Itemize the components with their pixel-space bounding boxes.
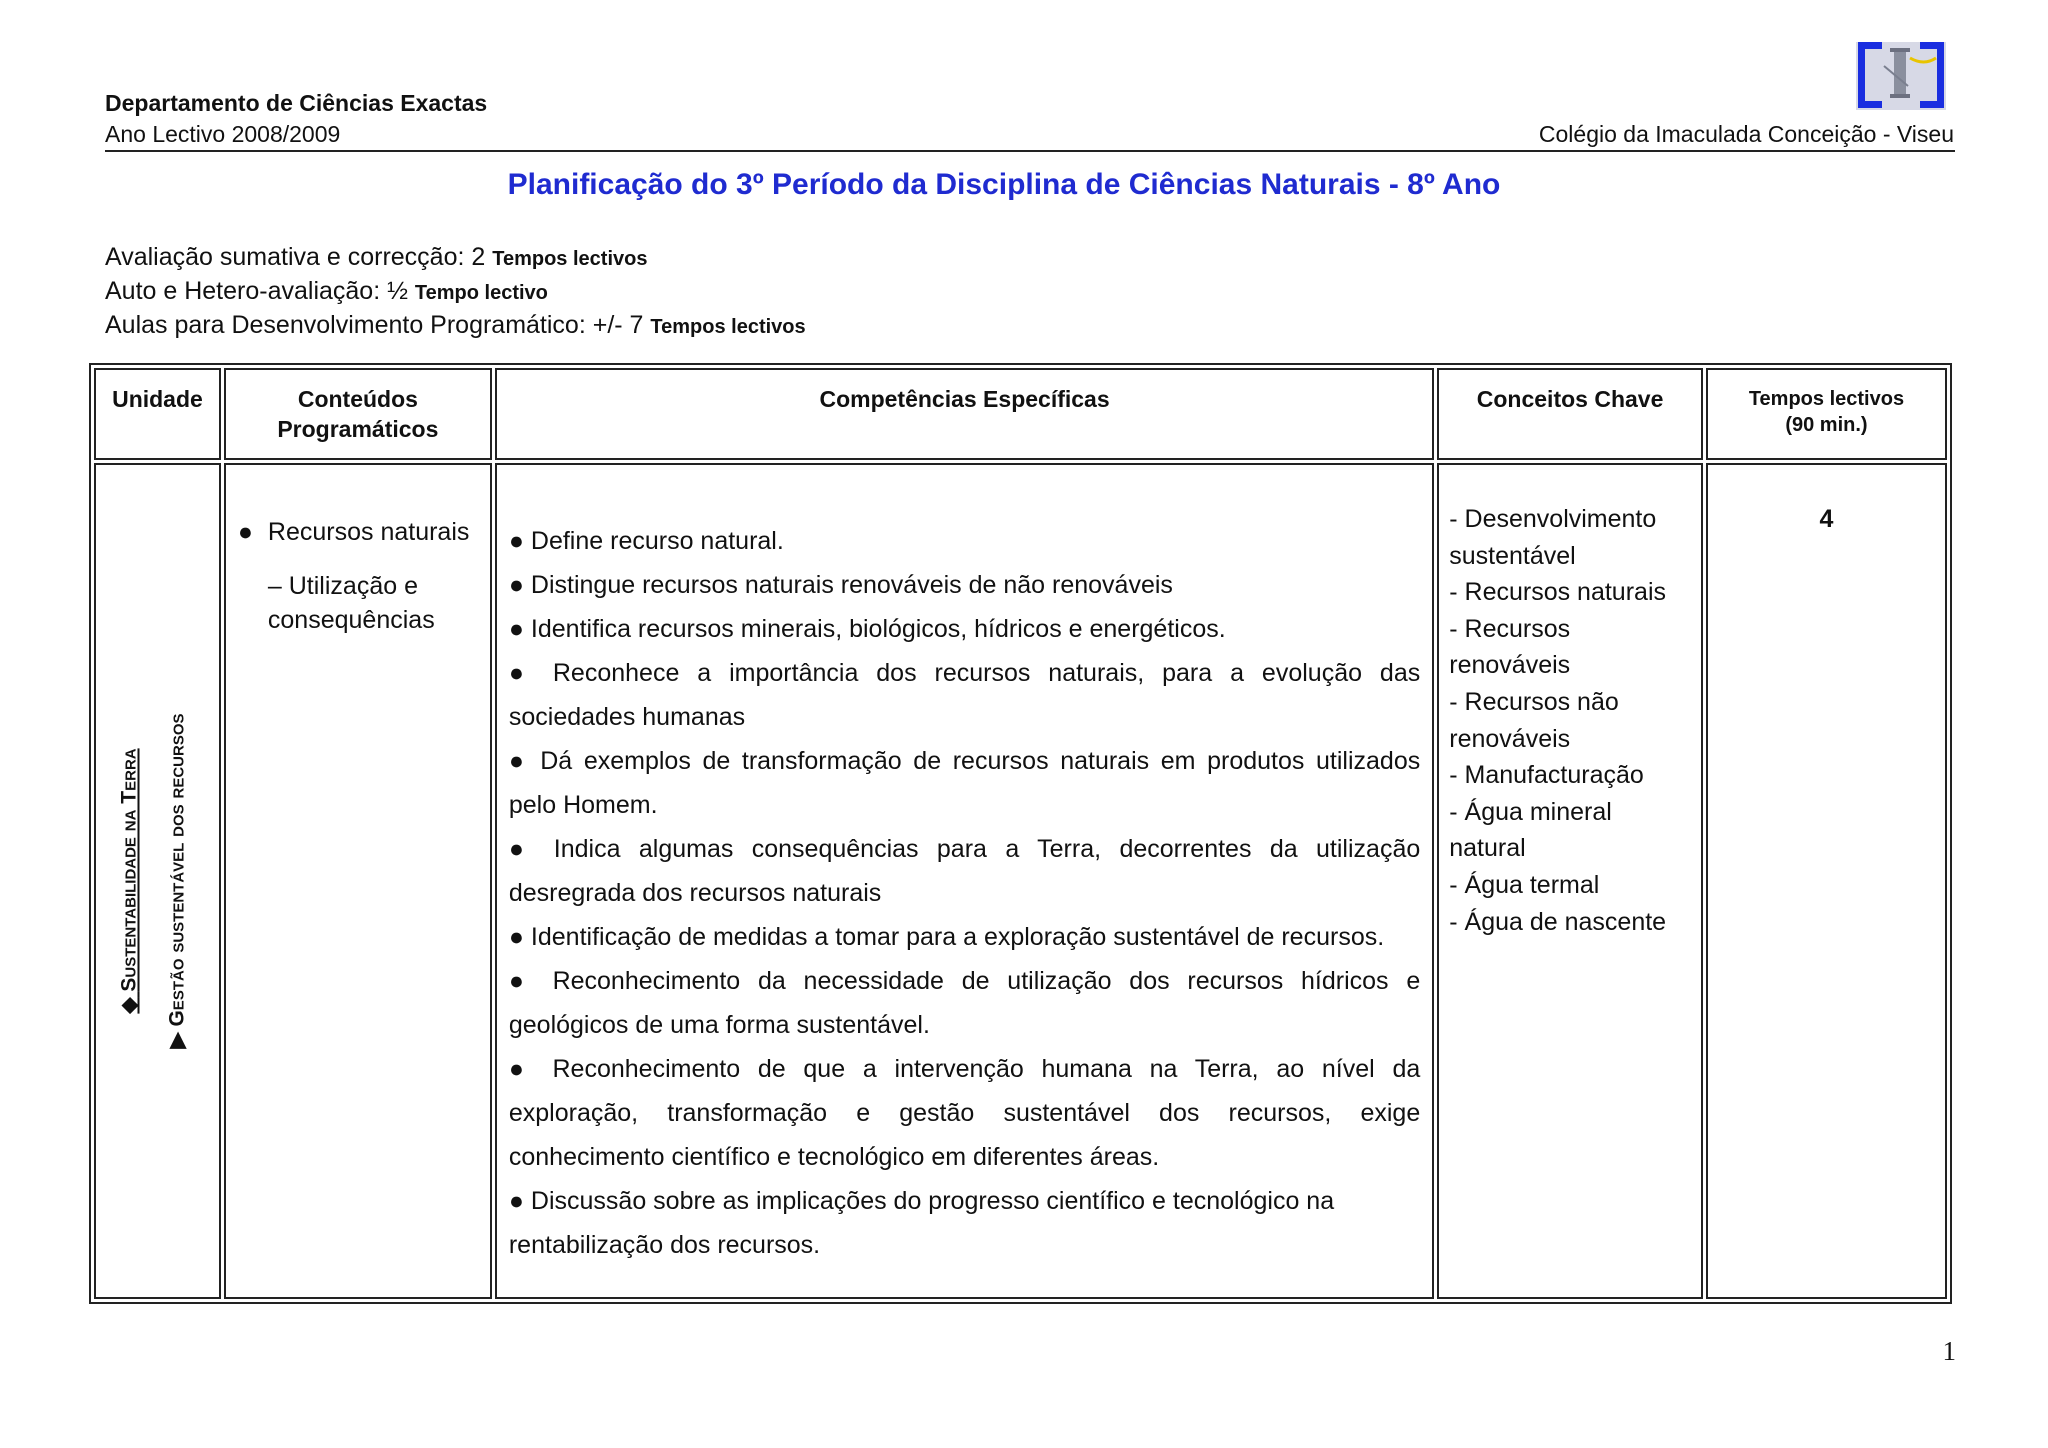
concept-item: - Água mineral natural: [1449, 797, 1612, 863]
info-self-evaluation: Auto e Hetero-avaliação: ½ Tempo lectivo: [105, 277, 548, 305]
competence-item: ● Define recurso natural.: [508, 527, 784, 555]
info-summative: Avaliação sumativa e correcção: 2 Tempos lectivos: [105, 243, 648, 271]
content-subitem: – Utilização e consequências: [267, 572, 435, 634]
concept-item: - Água de nascente: [1449, 907, 1667, 936]
unit-title: ◆ Sustentabilidade na Terra: [117, 748, 141, 1014]
competence-item: ● Distingue recursos naturais renováveis de não renováveis: [508, 571, 1173, 599]
page-number: 1: [1942, 1336, 1956, 1366]
concept-item: - Recursos renováveis: [1449, 614, 1571, 680]
competences-cell: [495, 463, 1434, 1299]
header-rule: [105, 150, 1955, 152]
department-name: Departamento de Ciências Exactas: [105, 90, 488, 116]
concepts-cell: [1437, 463, 1703, 1299]
header-conteudos: Conteúdos Programáticos: [224, 368, 492, 460]
concept-item: - Água termal: [1449, 870, 1600, 899]
info-program-classes: Aulas para Desenvolvimento Programático: +/- 7 Tempos lectivos: [105, 311, 806, 339]
page-title: Planificação do 3º Período da Disciplina de Ciências Naturais - 8º Ano: [507, 168, 1501, 201]
unit-cell: [94, 463, 221, 1299]
competence-item: ● Dá exemplos de transformação de recursos naturais em produtos utilizados pelo Homem.: [508, 747, 1421, 819]
concept-item: - Manufacturação: [1449, 761, 1644, 790]
school-logo-icon: [1848, 36, 1954, 114]
header-conceitos: Conceitos Chave: [1437, 368, 1703, 460]
contents-cell: ● Recursos naturais – Utilização e consequências: [224, 463, 492, 1299]
competence-item: ● Identifica recursos minerais, biológicos, hídricos e energéticos.: [508, 615, 1226, 643]
content-item: Recursos naturais: [267, 518, 470, 546]
competence-item: ● Reconhecimento de que a intervenção humana na Terra, ao nível da exploração, transformação e gestão sustentável dos recursos, exige conhecimento científico e tecnológico em diferentes áreas.: [508, 1055, 1421, 1171]
competence-item: ● Reconhece a importância dos recursos naturais, para a evolução das sociedades humanas: [508, 659, 1421, 731]
competence-item: ● Reconhecimento da necessidade de utilização dos recursos hídricos e geológicos de uma forma sustentável.: [508, 967, 1421, 1039]
time-cell: 4: [1706, 463, 1947, 1299]
concept-item: - Desenvolvimento sustentável: [1449, 505, 1657, 570]
concept-item: - Recursos naturais: [1449, 578, 1666, 607]
header-competencias: Competências Específicas: [495, 368, 1434, 460]
competence-item: ● Identificação de medidas a tomar para a exploração sustentável de recursos.: [508, 923, 1385, 951]
competence-item: ● Indica algumas consequências para a Terra, decorrentes da utilização desregrada dos recursos naturais: [508, 835, 1421, 907]
school-name: Colégio da Imaculada Conceição - Viseu: [1538, 121, 1954, 147]
table-row: [94, 463, 1947, 1299]
table-header-row: [94, 368, 1947, 460]
planning-table: [89, 363, 1952, 1304]
school-year: Ano Lectivo 2008/2009: [105, 121, 341, 147]
header-tempos: Tempos lectivos (90 min.): [1706, 368, 1947, 460]
concept-item: - Recursos não renováveis: [1449, 687, 1619, 753]
header-unidade: Unidade: [94, 368, 221, 460]
competence-item: ● Discussão sobre as implicações do progresso científico e tecnológico na rentabilização dos recursos.: [508, 1187, 1335, 1259]
unit-subtitle: ▶ Gestão sustentável dos recursos: [165, 713, 189, 1049]
